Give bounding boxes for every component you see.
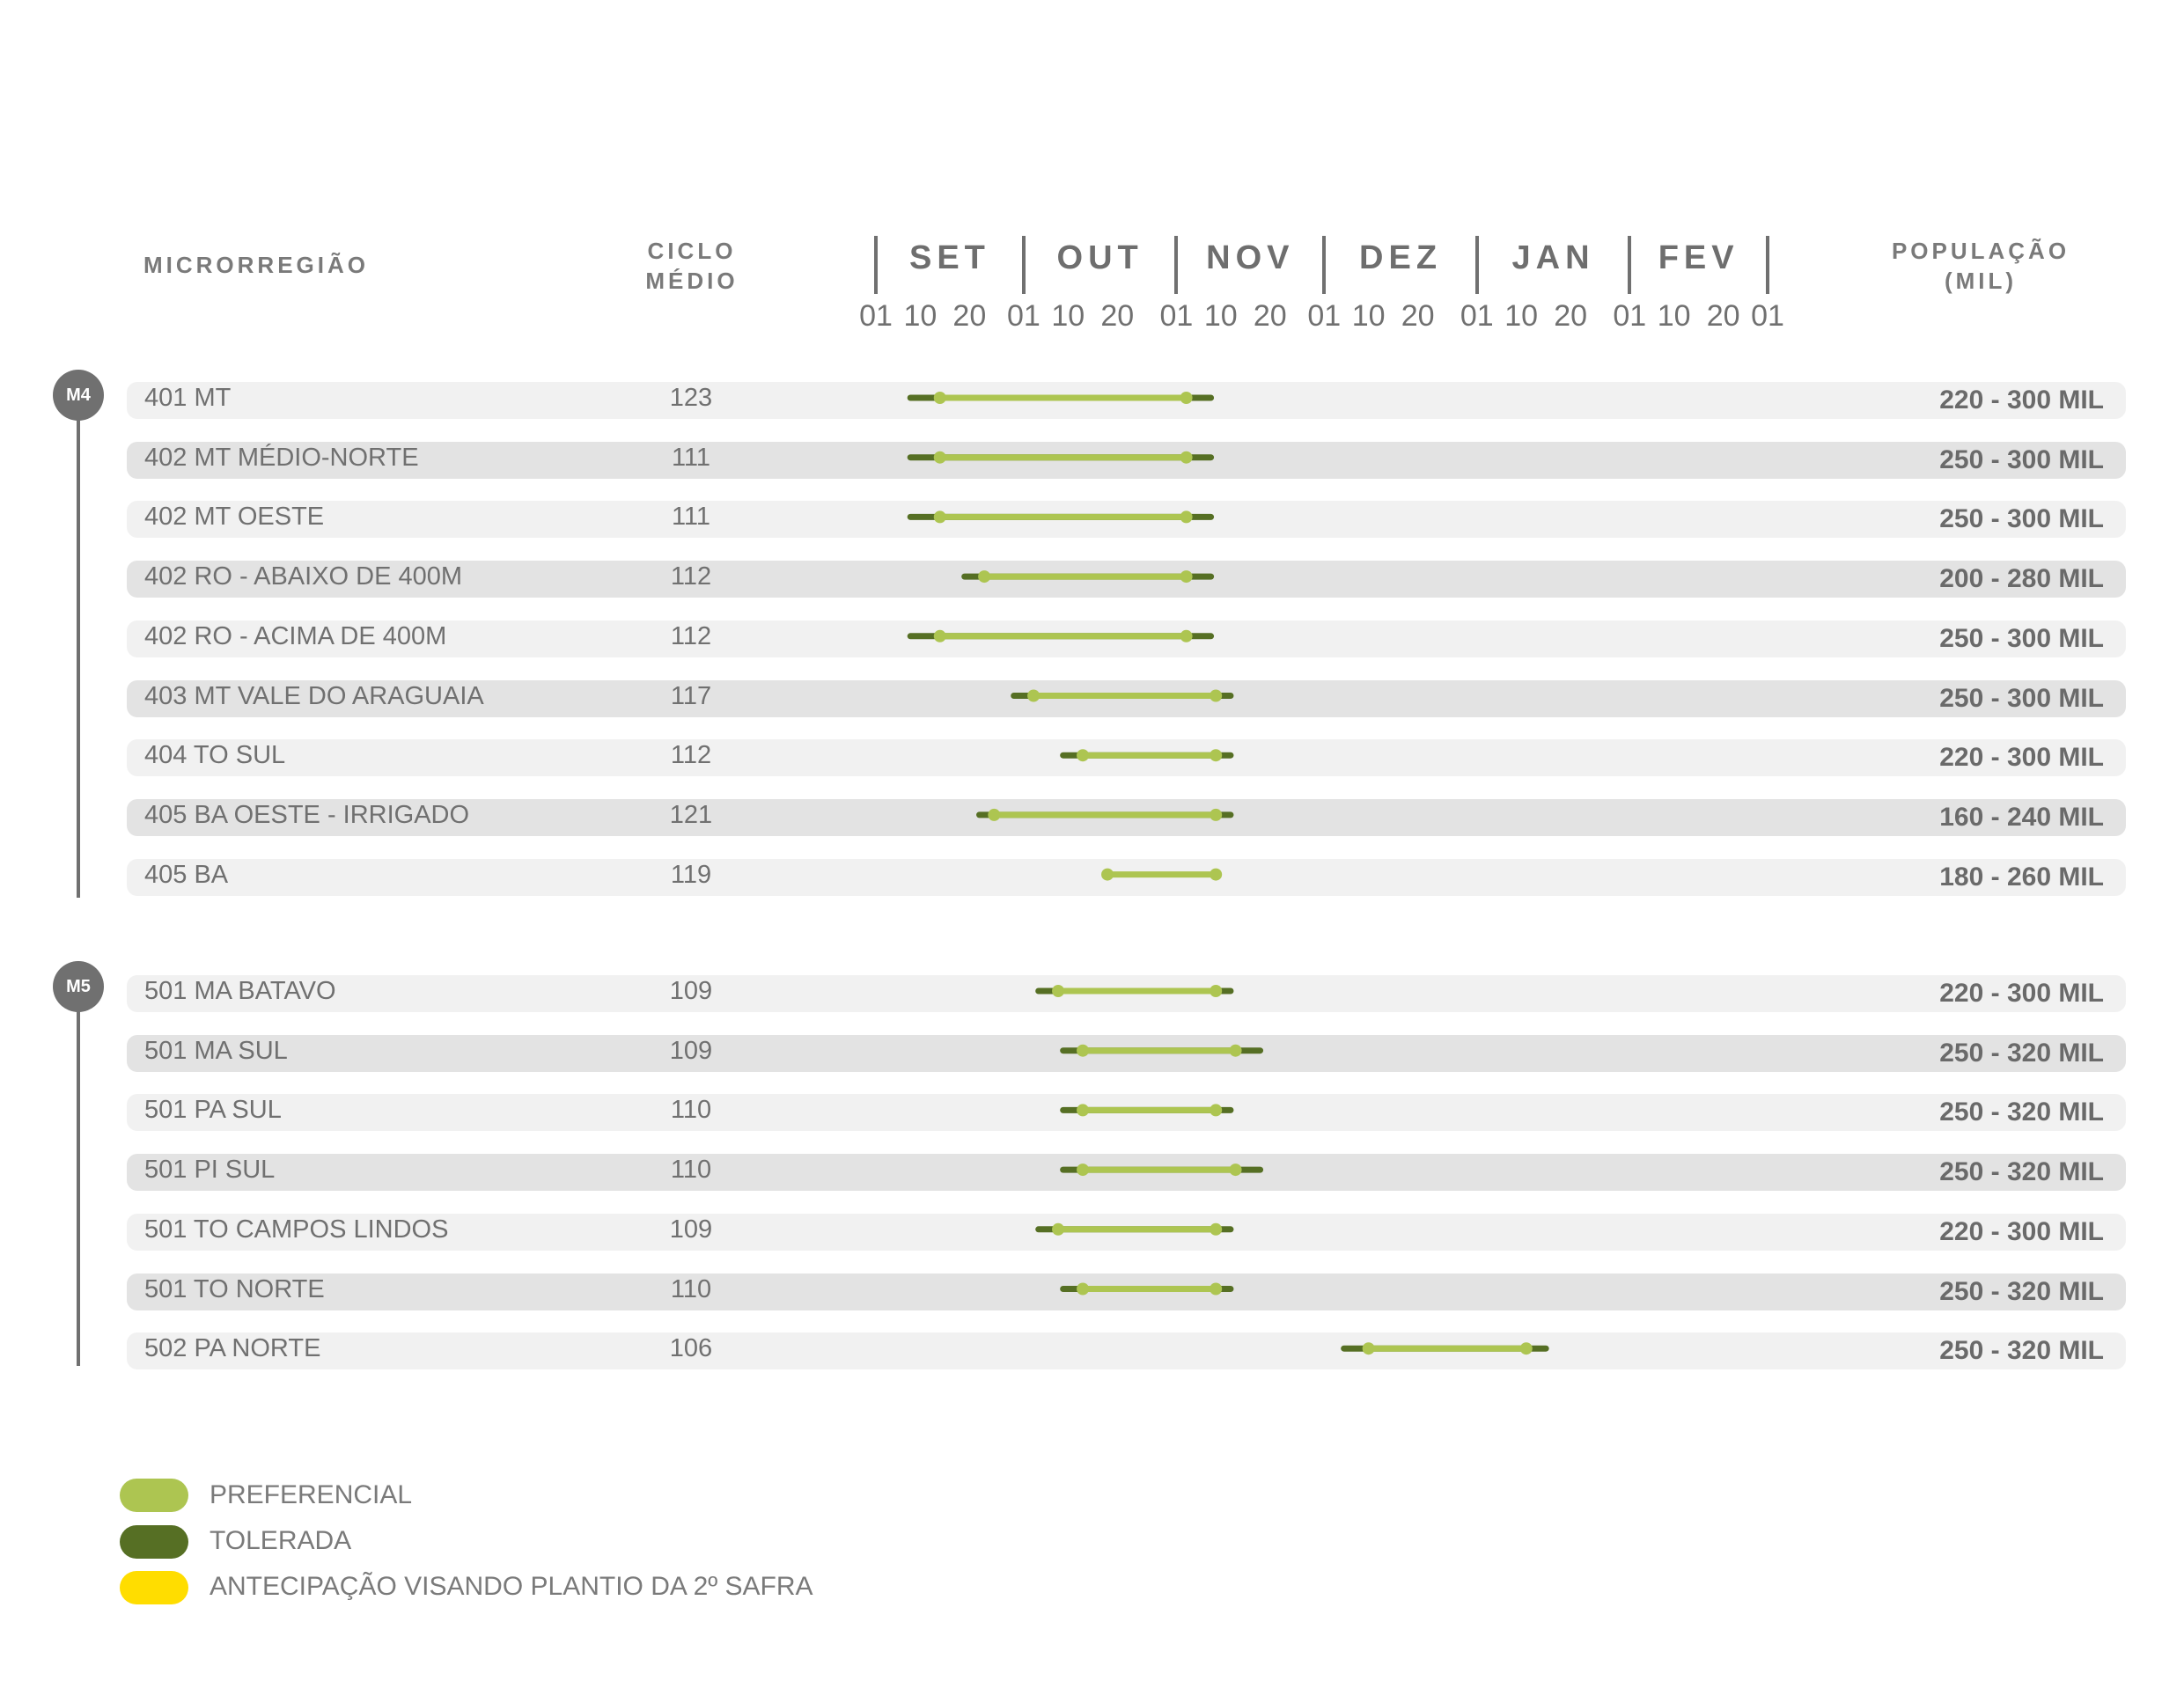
group-badge-m4: M4 (53, 370, 104, 421)
cycle-value: 121 (669, 800, 713, 829)
tick-label: 01 (859, 299, 893, 333)
legend-label-preferencial: PREFERENCIAL (210, 1480, 413, 1509)
bar-endpoint (1077, 749, 1089, 761)
population-value: 250 - 320 MIL (1939, 1097, 2104, 1127)
header-population-line2: (MIL) (1944, 268, 2018, 294)
header-population-line1: POPULAÇÃO (1891, 238, 2070, 264)
bar-endpoint (1077, 1163, 1089, 1176)
group-badge-m5: M5 (53, 961, 104, 1012)
bar-endpoint (1230, 1163, 1242, 1176)
bar-endpoint (988, 809, 1000, 821)
population-value: 250 - 300 MIL (1939, 683, 2104, 713)
population-value: 200 - 280 MIL (1939, 564, 2104, 594)
tick-label: 10 (903, 299, 938, 333)
cycle-value: 110 (670, 1156, 712, 1185)
tick-label: 01 (1006, 299, 1041, 333)
tick-label: 20 (1706, 299, 1740, 333)
month-label-dez: DEZ (1359, 239, 1443, 276)
bar-endpoint (1052, 985, 1064, 997)
bar-endpoint (1077, 1283, 1089, 1296)
population-value: 220 - 300 MIL (1939, 979, 2104, 1008)
cycle-value: 123 (669, 384, 713, 412)
cycle-value: 119 (670, 860, 712, 889)
tick-label: 20 (1554, 299, 1588, 333)
legend-swatch-preferencial (120, 1479, 188, 1512)
region-label: 403 MT VALE DO ARAGUAIA (144, 681, 484, 710)
region-label: 501 TO NORTE (144, 1274, 325, 1303)
cycle-value: 109 (669, 977, 713, 1005)
header-cycle-line2: MÉDIO (645, 268, 739, 294)
tick-label: 10 (1657, 299, 1691, 333)
bar-endpoint (1180, 570, 1193, 583)
bar-endpoint (1210, 690, 1222, 702)
cycle-value: 112 (670, 621, 712, 650)
month-label-out: OUT (1056, 239, 1143, 276)
region-label: 501 PI SUL (144, 1156, 276, 1185)
region-label: 405 BA OESTE - IRRIGADO (144, 800, 470, 829)
region-label: 402 MT MÉDIO-NORTE (144, 443, 419, 472)
cycle-value: 109 (669, 1036, 713, 1065)
tick-label: 20 (1401, 299, 1435, 333)
cycle-value: 112 (670, 562, 712, 591)
population-value: 220 - 300 MIL (1939, 743, 2104, 773)
population-value: 250 - 320 MIL (1939, 1276, 2104, 1306)
bar-endpoint (1210, 1223, 1222, 1236)
tick-label: 01 (1307, 299, 1342, 333)
tick-label: 01 (1460, 299, 1494, 333)
tick-label: 01 (1613, 299, 1647, 333)
bar-endpoint (934, 392, 946, 404)
bar-endpoint (1210, 985, 1222, 997)
month-label-set: SET (908, 239, 990, 276)
region-label: 402 MT OESTE (144, 503, 325, 532)
cycle-value: 106 (669, 1334, 713, 1363)
tick-label: 10 (1504, 299, 1539, 333)
cycle-value: 111 (671, 443, 711, 472)
population-value: 250 - 320 MIL (1939, 1336, 2104, 1366)
region-label: 405 BA (144, 860, 229, 889)
bar-endpoint (1180, 451, 1193, 464)
cycle-value: 110 (670, 1096, 712, 1125)
population-value: 220 - 300 MIL (1939, 385, 2104, 415)
cycle-value: 109 (669, 1215, 713, 1244)
region-label: 404 TO SUL (144, 741, 286, 770)
cycle-value: 110 (670, 1274, 712, 1303)
bar-endpoint (1101, 869, 1114, 881)
population-value: 220 - 300 MIL (1939, 1216, 2104, 1246)
tick-label: 10 (1203, 299, 1238, 333)
bar-endpoint (1230, 1045, 1242, 1057)
legend-label-antecipacao: ANTECIPAÇÃO VISANDO PLANTIO DA 2º SAFRA (210, 1572, 813, 1601)
population-value: 160 - 240 MIL (1939, 802, 2104, 832)
bar-endpoint (1210, 809, 1222, 821)
region-label: 502 PA NORTE (144, 1334, 321, 1363)
cycle-value: 112 (670, 741, 712, 770)
population-value: 250 - 320 MIL (1939, 1157, 2104, 1187)
tick-label: 20 (1253, 299, 1287, 333)
region-label: 501 MA SUL (144, 1036, 288, 1065)
legend-swatch-tolerada (120, 1525, 188, 1559)
tick-label: 01 (1159, 299, 1194, 333)
bar-endpoint (1363, 1342, 1375, 1354)
bar-endpoint (1077, 1104, 1089, 1116)
bar-endpoint (934, 630, 946, 642)
population-value: 250 - 300 MIL (1939, 623, 2104, 653)
header-cycle-line1: CICLO (647, 238, 737, 264)
cycle-value: 111 (671, 503, 711, 532)
bar-endpoint (1052, 1223, 1064, 1236)
legend-swatch-antecipacao (120, 1571, 188, 1604)
bar-endpoint (934, 451, 946, 464)
bar-endpoint (1077, 1045, 1089, 1057)
bar-endpoint (1210, 1283, 1222, 1296)
bar-endpoint (1210, 749, 1222, 761)
tick-label: 20 (952, 299, 987, 333)
population-value: 180 - 260 MIL (1939, 862, 2104, 892)
tick-label: 20 (1100, 299, 1135, 333)
bar-endpoint (1210, 869, 1222, 881)
legend-label-tolerada: TOLERADA (210, 1526, 352, 1555)
cycle-value: 117 (670, 681, 712, 710)
bar-endpoint (1180, 630, 1193, 642)
region-label: 501 MA BATAVO (144, 977, 336, 1005)
region-label: 402 RO - ABAIXO DE 400M (144, 562, 463, 591)
bar-endpoint (978, 570, 990, 583)
region-label: 501 PA SUL (144, 1096, 282, 1125)
bar-endpoint (1520, 1342, 1533, 1354)
bar-endpoint (1180, 392, 1193, 404)
tick-label: 01 (1751, 299, 1784, 333)
bar-endpoint (1027, 690, 1040, 702)
population-value: 250 - 320 MIL (1939, 1038, 2104, 1068)
tick-label: 10 (1351, 299, 1386, 333)
population-value: 250 - 300 MIL (1939, 504, 2104, 534)
header-region: MICRORREGIÃO (143, 252, 369, 278)
month-label-nov: NOV (1206, 239, 1295, 276)
bar-endpoint (1210, 1104, 1222, 1116)
month-label-jan: JAN (1511, 239, 1595, 276)
bar-endpoint (934, 510, 946, 523)
month-label-fev: FEV (1658, 239, 1739, 276)
region-label: 501 TO CAMPOS LINDOS (144, 1215, 449, 1244)
bar-endpoint (1180, 510, 1193, 523)
tick-label: 10 (1051, 299, 1085, 333)
region-label: 402 RO - ACIMA DE 400M (144, 621, 447, 650)
population-value: 250 - 300 MIL (1939, 444, 2104, 474)
region-label: 401 MT (144, 384, 232, 412)
